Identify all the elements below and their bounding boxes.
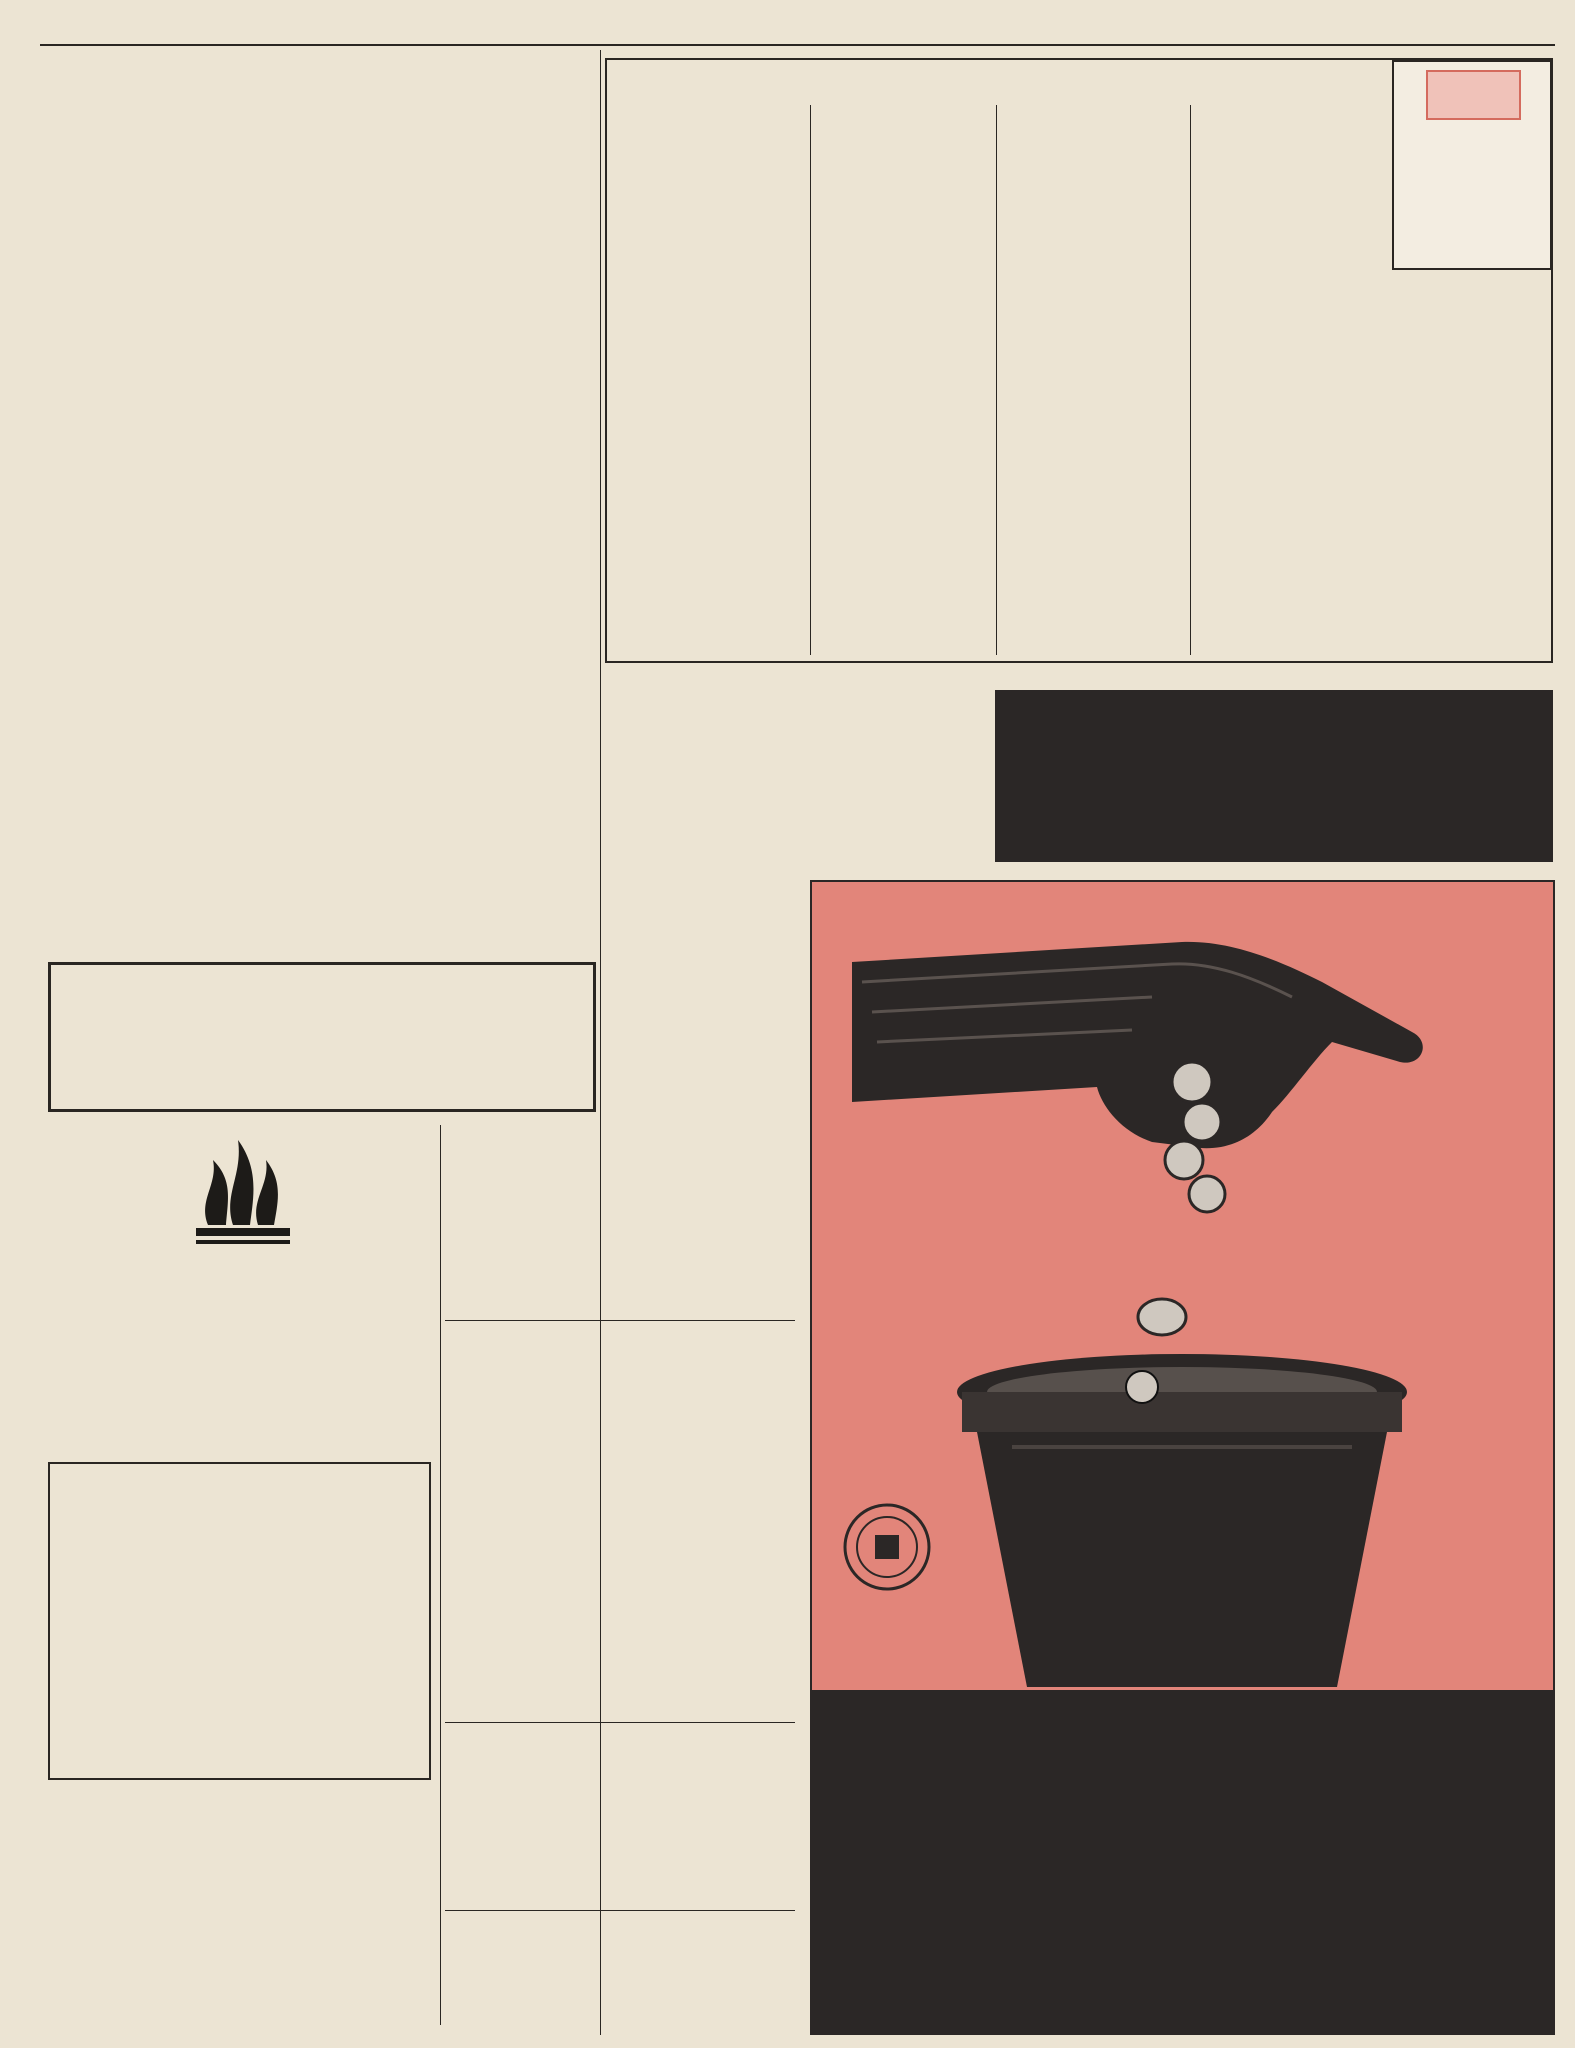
german-ad — [48, 1462, 431, 1780]
crossword-clues — [468, 48, 596, 608]
meeting-body — [455, 1938, 790, 2008]
column-divider — [600, 50, 601, 2035]
header-rule — [40, 44, 1555, 46]
article-col-divider — [810, 105, 811, 655]
main-article-col3 — [1000, 110, 1188, 655]
main-article-col2 — [1195, 110, 1385, 655]
main-article-col1 — [1392, 340, 1547, 660]
bank-seal-icon — [842, 1502, 932, 1592]
bank-lower-panel — [812, 1690, 1553, 2033]
column-divider — [440, 1125, 441, 2025]
zanussi-ad — [995, 690, 1553, 862]
hand-coins-illustration — [852, 902, 1502, 1232]
article-col-divider — [996, 105, 997, 655]
coin-icon — [1165, 1141, 1203, 1179]
coin-icon — [1132, 1292, 1192, 1342]
coin-icon — [1126, 1371, 1158, 1403]
bank-ad — [810, 880, 1555, 2035]
crossword-grid — [48, 82, 468, 522]
coin-icon — [1172, 1062, 1212, 1102]
patent-body — [455, 1768, 790, 1883]
lost-check-body — [607, 905, 807, 1110]
crossword-clues-more — [205, 588, 590, 960]
section-rule — [445, 1320, 795, 1321]
section-rule — [445, 1910, 795, 1911]
flame-logo-icon — [188, 1130, 298, 1250]
crossword-left-clues — [45, 588, 195, 713]
coin-icon — [1189, 1176, 1225, 1212]
article-col-divider — [1190, 105, 1191, 655]
thanks-body — [645, 742, 965, 832]
main-article-col4 — [815, 110, 995, 620]
flower-pot-illustration — [952, 1352, 1412, 1692]
dogaz-ad — [48, 1130, 438, 1360]
recruit-body — [455, 1478, 790, 1628]
paykan-ad — [48, 962, 596, 1112]
section-rule — [445, 1722, 795, 1723]
crossword-top-numbers — [48, 82, 448, 106]
coin-icon — [1183, 1103, 1221, 1141]
